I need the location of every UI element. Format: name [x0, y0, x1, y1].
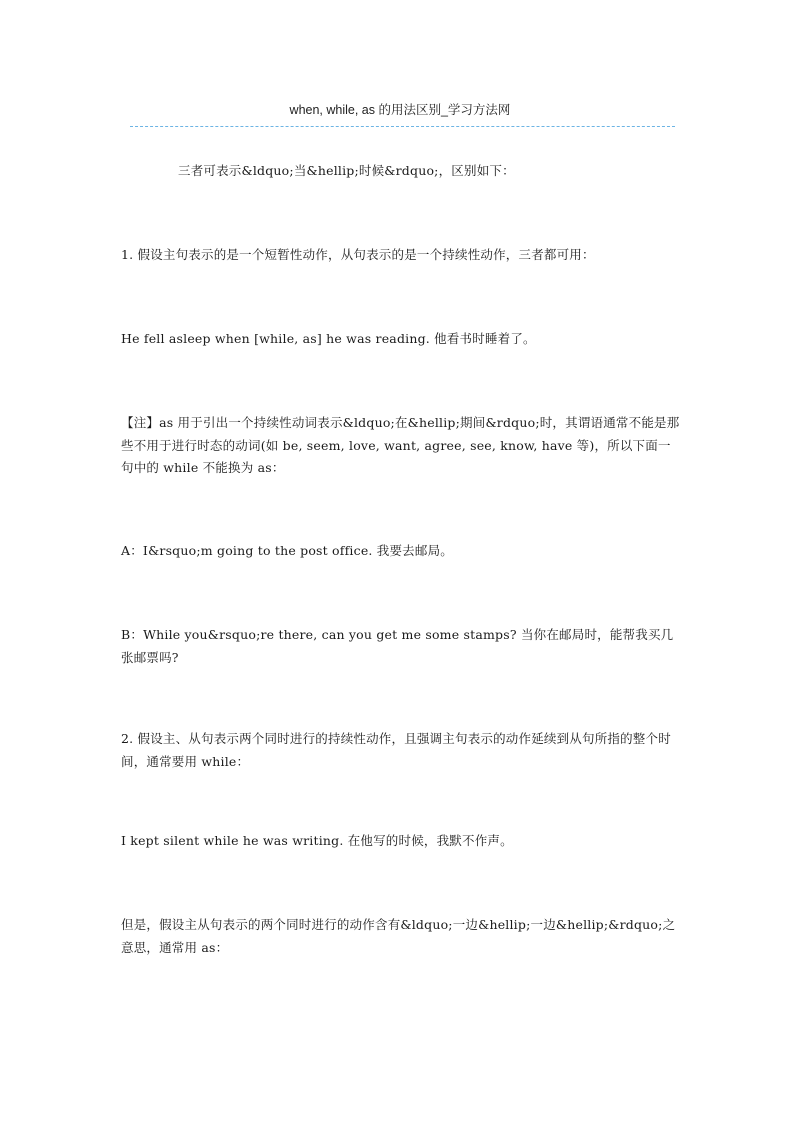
paragraph-rule-3: 但是，假设主从句表示的两个同时进行的动作含有&ldquo;一边&hellip;一边&hellip;&rdquo;之意思，通常用 as：: [121, 917, 676, 955]
paragraph-dialogue-b: B：While you&rsquo;re there, can you get me some stamps? 当你在邮局时，能帮我买几张邮票吗?: [121, 627, 674, 665]
header-divider: [130, 126, 675, 127]
paragraph-rule-2: 2. 假设主、从句表示两个同时进行的持续性动作，且强调主句表示的动作延续到从句所指的整个时间，通常要用 while：: [121, 731, 671, 769]
paragraph-example-1: He fell asleep when [while, as] he was reading. 他看书时睡着了。: [121, 331, 536, 346]
paragraph-note: 【注】as 用于引出一个持续性动词表示&ldquo;在&hellip;期间&rdquo;时，其谓语通常不能是那些不用于进行时态的动词(如 be, seem, love, want, agree, see, know, have 等)，所以下面一句中的 while 不能换为 as：: [121, 415, 680, 475]
paragraph-intro: 三者可表示&ldquo;当&hellip;时候&rdquo;，区别如下：: [178, 163, 515, 178]
paragraph-rule-1: 1. 假设主句表示的是一个短暂性动作，从句表示的是一个持续性动作，三者都可用：: [121, 247, 595, 262]
paragraph-example-2: I kept silent while he was writing. 在他写的时候，我默不作声。: [121, 833, 513, 848]
page-title: when, while, as 的用法区别_学习方法网: [289, 103, 511, 117]
paragraph-dialogue-a: A：I&rsquo;m going to the post office. 我要去邮局。: [121, 543, 453, 558]
